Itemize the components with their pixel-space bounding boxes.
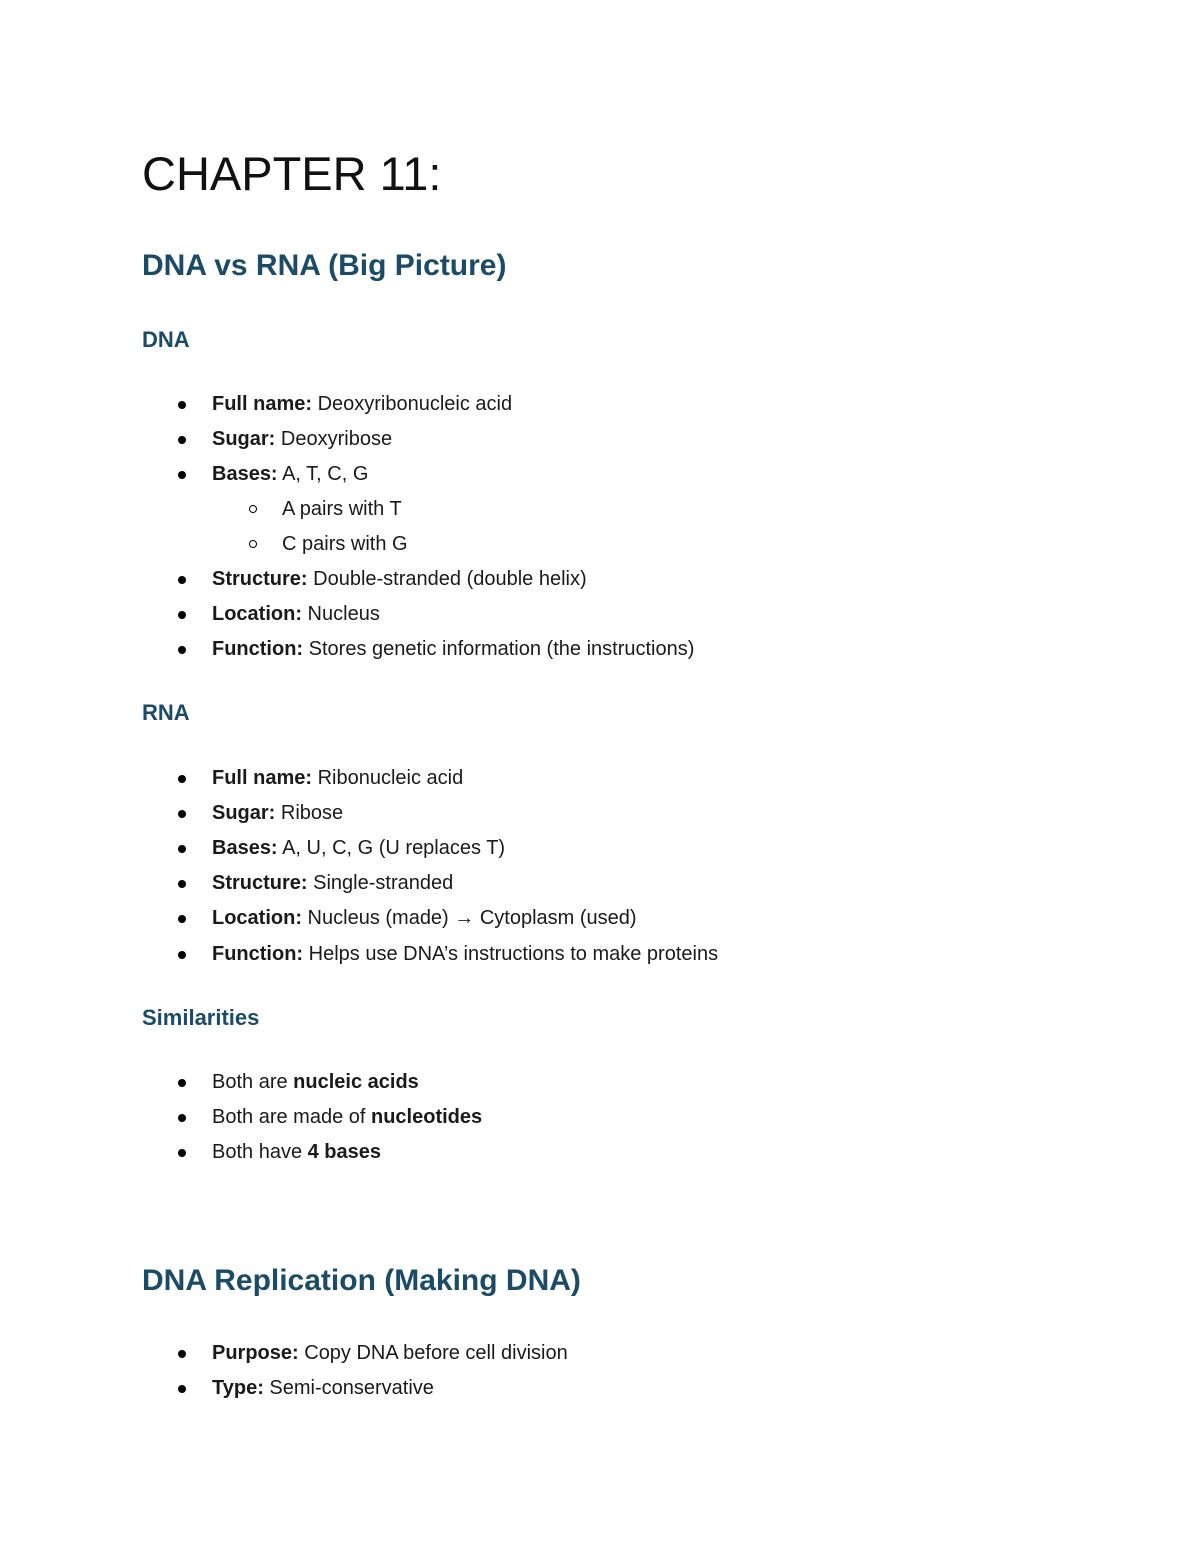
bullet-icon xyxy=(178,576,186,584)
item-text: A, T, C, G xyxy=(277,463,369,485)
item-label: Type: xyxy=(212,1377,264,1399)
bullet-icon xyxy=(178,471,186,479)
item-label: Function: xyxy=(212,638,304,660)
item-label: Purpose: xyxy=(212,1342,299,1364)
subheading-similarities: Similarities xyxy=(142,1005,260,1030)
item-text: Ribose xyxy=(275,802,344,824)
item-text: C pairs with G xyxy=(282,533,408,555)
list-item xyxy=(212,940,718,968)
bullet-icon xyxy=(178,1079,186,1087)
bullet-icon xyxy=(178,1114,186,1122)
bullet-icon xyxy=(178,810,186,818)
subheading-dna: DNA xyxy=(142,327,190,352)
sub-list-item xyxy=(282,495,402,523)
list-item xyxy=(212,460,368,488)
item-text: Deoxyribose xyxy=(275,428,393,450)
bullet-icon xyxy=(178,845,186,853)
sub-list-item xyxy=(282,530,408,558)
item-label: Structure: xyxy=(212,568,308,590)
list-item xyxy=(212,390,512,418)
item-text: A, U, C, G (U replaces T) xyxy=(277,837,506,859)
item-label: Full name: xyxy=(212,393,313,415)
item-text: Nucleus (made) → Cytoplasm (used) xyxy=(302,907,637,929)
list-item xyxy=(212,834,505,862)
item-text: Both are made of xyxy=(212,1106,371,1128)
item-text: Stores genetic information (the instructions) xyxy=(303,638,695,660)
item-text: Single-stranded xyxy=(307,872,454,894)
item-label: Bases: xyxy=(212,463,278,485)
bullet-icon xyxy=(178,611,186,619)
subheading-rna: RNA xyxy=(142,700,190,725)
section-heading-dna-replication: DNA Replication (Making DNA) xyxy=(142,1264,581,1297)
list-item xyxy=(212,764,463,792)
bullet-icon xyxy=(178,880,186,888)
item-text: A pairs with T xyxy=(282,498,402,520)
bullet-icon xyxy=(178,1385,186,1393)
item-label: Bases: xyxy=(212,837,278,859)
bullet-icon xyxy=(178,915,186,923)
item-label: Structure: xyxy=(212,872,308,894)
item-text: Double-stranded (double helix) xyxy=(307,568,587,590)
chapter-title: CHAPTER 11: xyxy=(142,147,442,200)
bullet-icon xyxy=(178,951,186,959)
item-text: Semi-conservative xyxy=(263,1377,434,1399)
item-text: Helps use DNA’s instructions to make proteins xyxy=(303,943,719,965)
bullet-icon xyxy=(178,646,186,654)
item-label: Location: xyxy=(212,603,302,625)
item-emphasis: 4 bases xyxy=(307,1141,382,1163)
list-item xyxy=(212,1103,482,1131)
bullet-icon xyxy=(178,401,186,409)
item-label: Full name: xyxy=(212,767,313,789)
item-text: Deoxyribonucleic acid xyxy=(312,393,513,415)
item-emphasis: nucleic acids xyxy=(293,1071,419,1093)
bullet-icon xyxy=(178,1149,186,1157)
list-item xyxy=(212,1339,568,1367)
bullet-icon xyxy=(178,1350,186,1358)
item-text: Both have xyxy=(212,1141,308,1163)
item-text: Both are xyxy=(212,1071,294,1093)
list-item xyxy=(212,869,453,897)
item-text: Nucleus xyxy=(302,603,380,625)
item-text: Ribonucleic acid xyxy=(312,767,464,789)
item-emphasis: nucleotides xyxy=(370,1106,483,1128)
hollow-bullet-icon xyxy=(249,505,257,513)
list-item xyxy=(212,565,587,593)
list-item xyxy=(212,600,380,628)
item-label: Sugar: xyxy=(212,802,276,824)
bullet-icon xyxy=(178,775,186,783)
list-item xyxy=(212,425,392,453)
item-label: Sugar: xyxy=(212,428,276,450)
list-item xyxy=(212,1068,419,1096)
bullet-icon xyxy=(178,436,186,444)
list-item xyxy=(212,1138,381,1166)
list-item xyxy=(212,904,637,932)
hollow-bullet-icon xyxy=(249,540,257,548)
item-text: Copy DNA before cell division xyxy=(298,1342,568,1364)
list-item xyxy=(212,799,343,827)
item-label: Location: xyxy=(212,907,302,929)
section-heading-dna-vs-rna: DNA vs RNA (Big Picture) xyxy=(142,249,507,282)
list-item xyxy=(212,1374,434,1402)
item-label: Function: xyxy=(212,943,304,965)
list-item xyxy=(212,635,694,663)
